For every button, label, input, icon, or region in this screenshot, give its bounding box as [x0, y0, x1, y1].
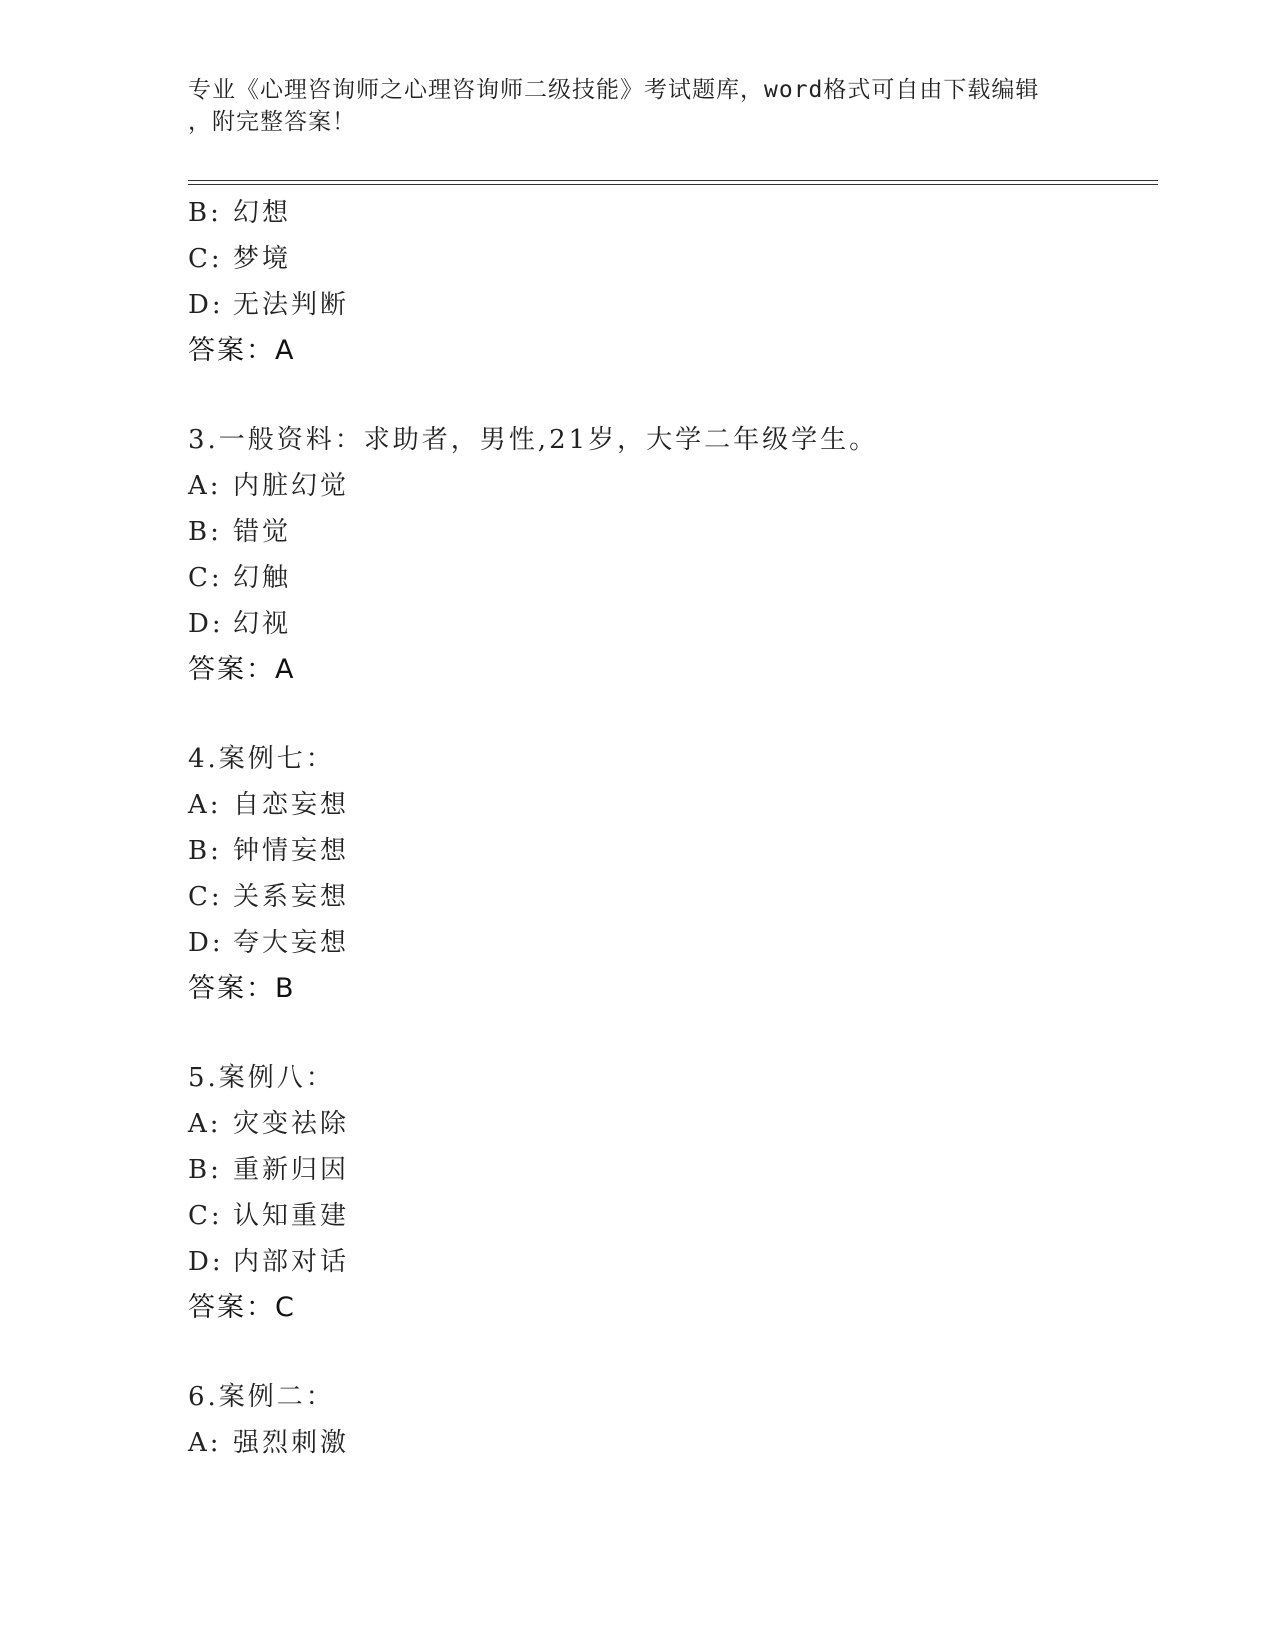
- option-text: 重新归因: [233, 1155, 350, 1185]
- option-d: [188, 282, 1148, 328]
- header-divider-bottom: [188, 184, 1158, 185]
- question-4: [188, 736, 1148, 1012]
- option-key: D:: [188, 1247, 224, 1277]
- option-key: B:: [188, 198, 222, 228]
- option-text: 灾变祛除: [233, 1109, 350, 1139]
- option-c: [188, 1193, 1148, 1239]
- question-5: [188, 1055, 1148, 1331]
- spacer: [188, 1331, 1148, 1374]
- option-c: [188, 555, 1148, 601]
- option-key: B:: [188, 836, 222, 866]
- question-title: 5.案例八：: [188, 1063, 335, 1093]
- option-key: C:: [188, 563, 223, 593]
- question-title: 4.案例七：: [188, 744, 335, 774]
- option-text: 幻想: [233, 198, 292, 228]
- spacer: [188, 374, 1148, 417]
- spacer: [188, 693, 1148, 736]
- question-3: [188, 417, 1148, 693]
- option-text: 内脏幻觉: [233, 471, 350, 501]
- option-text: 幻视: [233, 609, 292, 639]
- option-key: D:: [188, 928, 224, 958]
- option-b: [188, 190, 1148, 236]
- option-c: [188, 874, 1148, 920]
- option-d: [188, 601, 1148, 647]
- option-d: [188, 920, 1148, 966]
- option-key: A:: [188, 471, 222, 501]
- option-text: 认知重建: [233, 1201, 350, 1231]
- option-key: D:: [188, 609, 224, 639]
- option-key: A:: [188, 1109, 222, 1139]
- header-line-2: ，附完整答案！: [188, 109, 356, 135]
- option-b: [188, 509, 1148, 555]
- question-6: [188, 1374, 1148, 1466]
- answer-line: 答案：A: [188, 654, 296, 685]
- option-text: 幻触: [233, 563, 292, 593]
- answer-line: 答案：B: [188, 973, 296, 1004]
- option-text: 内部对话: [233, 1247, 350, 1277]
- answer-line: 答案：A: [188, 335, 296, 366]
- option-key: B:: [188, 1155, 222, 1185]
- question-title: 3.一般资料：求助者，男性,21岁，大学二年级学生。: [188, 425, 879, 455]
- option-b: [188, 1147, 1148, 1193]
- option-text: 强烈刺激: [233, 1428, 350, 1458]
- option-key: C:: [188, 882, 223, 912]
- option-text: 梦境: [233, 244, 292, 274]
- option-text: 自恋妄想: [233, 790, 350, 820]
- option-a: [188, 782, 1148, 828]
- option-text: 无法判断: [233, 290, 350, 320]
- option-key: C:: [188, 244, 223, 274]
- question-2: [188, 190, 1148, 374]
- option-a: [188, 1101, 1148, 1147]
- option-key: A:: [188, 1428, 222, 1458]
- option-d: [188, 1239, 1148, 1285]
- option-c: [188, 236, 1148, 282]
- option-key: A:: [188, 790, 222, 820]
- page-header: [188, 74, 1088, 138]
- spacer: [188, 1012, 1148, 1055]
- option-text: 钟情妄想: [233, 836, 350, 866]
- option-text: 夸大妄想: [233, 928, 350, 958]
- option-text: 错觉: [233, 517, 292, 547]
- header-divider-top: [188, 180, 1158, 181]
- option-key: B:: [188, 517, 222, 547]
- header-line-1: 专业《心理咨询师之心理咨询师二级技能》考试题库，word格式可自由下载编辑: [188, 77, 1040, 103]
- option-a: [188, 463, 1148, 509]
- option-text: 关系妄想: [233, 882, 350, 912]
- option-a: [188, 1420, 1148, 1466]
- question-title: 6.案例二：: [188, 1382, 335, 1412]
- option-b: [188, 828, 1148, 874]
- question-list: [188, 190, 1148, 1466]
- option-key: C:: [188, 1201, 223, 1231]
- answer-line: 答案：C: [188, 1292, 296, 1323]
- option-key: D:: [188, 290, 224, 320]
